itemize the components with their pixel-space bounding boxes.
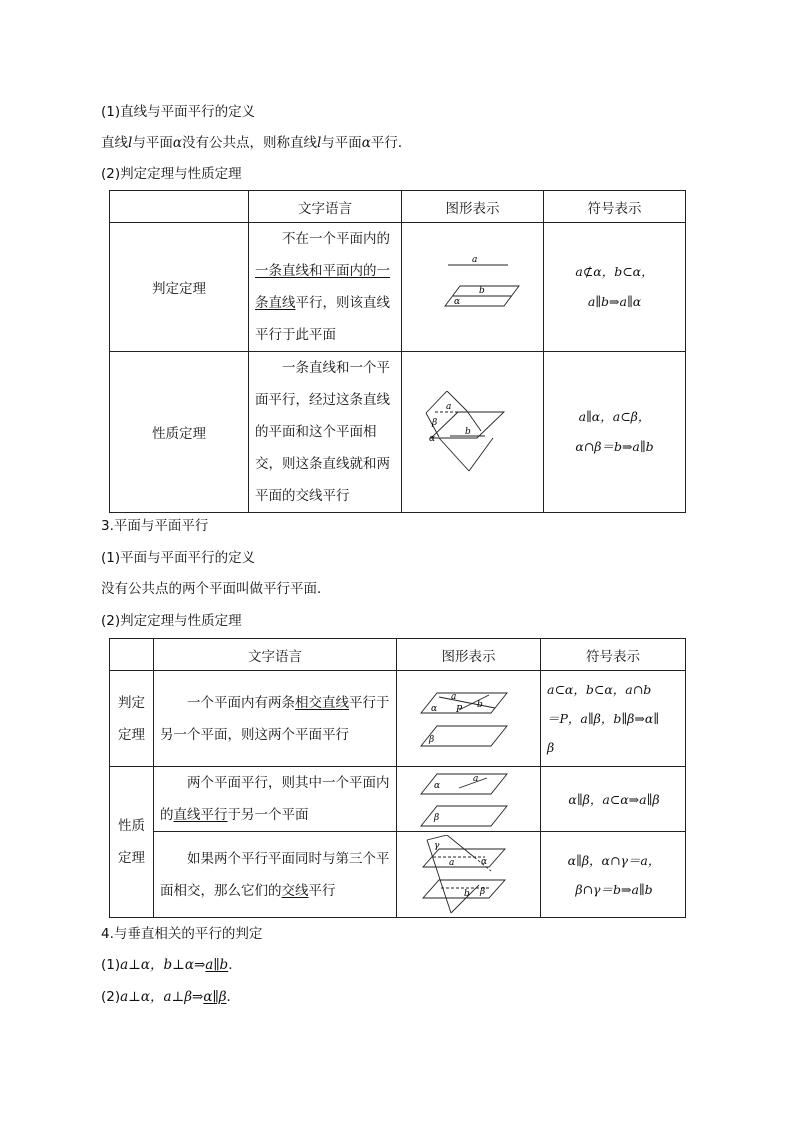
table-row — [110, 671, 686, 767]
row-text: 一个平面内有两条相交直线平行于另一个平面，则这两个平面平行 — [154, 671, 397, 767]
row-figure — [402, 223, 544, 352]
row-figure — [402, 352, 544, 513]
row-text: 不在一个平面内的一条直线和平面内的一条直线平行，则该直线平行于此平面 — [249, 223, 402, 352]
line-b — [459, 695, 489, 710]
section-title-theorems-2: (2)判定定理与性质定理 — [101, 613, 242, 629]
label-p: P — [455, 704, 462, 715]
header-symbol: 符号表示 — [541, 639, 686, 671]
list-item: (2)a⊥α，a⊥β⇒α∥β． — [101, 989, 241, 1005]
label-a: a — [471, 256, 477, 265]
label-gamma: γ — [433, 840, 439, 851]
label-b: b — [478, 286, 485, 296]
label-a: a — [450, 691, 456, 702]
row-text: 两个平面平行，则其中一个平面内的直线平行于另一个平面 — [154, 767, 397, 832]
table-row — [110, 767, 686, 832]
section-title-perpendicular-parallel: 4.与垂直相关的平行的判定 — [101, 926, 263, 942]
label-a: a — [448, 857, 454, 868]
label-a: a — [472, 774, 478, 784]
header-figure: 图形表示 — [402, 191, 544, 223]
header-text-language: 文字语言 — [249, 191, 402, 223]
row-figure — [397, 767, 541, 832]
table-row — [110, 832, 686, 918]
section-title-theorems-1: (2)判定定理与性质定理 — [101, 166, 242, 182]
header-empty — [110, 191, 249, 223]
header-figure: 图形表示 — [397, 639, 541, 671]
label-a: a — [445, 402, 451, 412]
label-alpha: α — [430, 703, 437, 714]
header-empty — [110, 639, 154, 671]
label-beta: β — [428, 734, 434, 745]
section-title-plane-plane-parallel: 3.平面与平面平行 — [101, 518, 209, 534]
line-plane-parallel-diagram — [423, 256, 523, 318]
header-text-language: 文字语言 — [154, 639, 397, 671]
section-title-plane-plane-def: (1)平面与平面平行的定义 — [101, 550, 256, 566]
label-beta: β — [431, 418, 437, 428]
table-row — [110, 223, 686, 352]
row-figure — [397, 832, 541, 918]
table-row — [110, 352, 686, 513]
row-symbol: α∥β，a⊂α⇒a∥β — [541, 767, 686, 832]
row-name: 性质 定理 — [110, 767, 154, 918]
row-name: 判定 定理 — [110, 671, 154, 767]
row-name: 判定定理 — [110, 223, 249, 352]
definition-line-plane-parallel: 直线l与平面α没有公共点，则称直线l与平面α平行． — [101, 135, 412, 151]
plane-plane-property-diagram-1 — [419, 769, 519, 829]
row-text: 一条直线和一个平面平行，经过这条直线的平面和这个平面相交，则这条直线就和两平面的交线平行 — [249, 352, 402, 513]
label-b: b — [463, 888, 470, 899]
plane-plane-property-diagram-2 — [419, 835, 519, 915]
row-symbol: a⊄α，b⊂α， a∥b⇒a∥α — [544, 223, 686, 352]
label-alpha: α — [433, 781, 440, 791]
row-symbol: a∥α，a⊂β， α∩β＝b⇒a∥b — [544, 352, 686, 513]
label-beta: β — [433, 813, 439, 823]
theorem-table-plane-plane — [109, 638, 686, 918]
label-alpha: α — [480, 856, 487, 867]
row-symbol: a⊂α，b⊂α，a∩b ＝P，a∥β，b∥β⇒α∥ β — [541, 671, 686, 767]
definition-plane-plane-parallel: 没有公共点的两个平面叫做平行平面． — [101, 581, 331, 597]
label-alpha: α — [428, 434, 435, 444]
label-alpha: α — [453, 297, 460, 307]
row-name: 性质定理 — [110, 352, 249, 513]
label-b: b — [476, 699, 483, 710]
row-symbol: α∥β，α∩γ＝a， β∩γ＝b⇒a∥b — [541, 832, 686, 918]
label-beta: β — [479, 886, 485, 897]
row-text: 如果两个平行平面同时与第三个平面相交，那么它们的交线平行 — [154, 832, 397, 918]
list-item: (1)a⊥α，b⊥α⇒a∥b． — [101, 957, 242, 973]
line-plane-property-diagram — [423, 391, 523, 473]
section-title-line-plane-parallel-def: (1)直线与平面平行的定义 — [101, 104, 256, 120]
theorem-table-line-plane — [109, 190, 686, 513]
label-b: b — [464, 427, 471, 437]
plane-plane-criterion-diagram — [419, 688, 519, 750]
row-figure — [397, 671, 541, 767]
header-symbol: 符号表示 — [544, 191, 686, 223]
